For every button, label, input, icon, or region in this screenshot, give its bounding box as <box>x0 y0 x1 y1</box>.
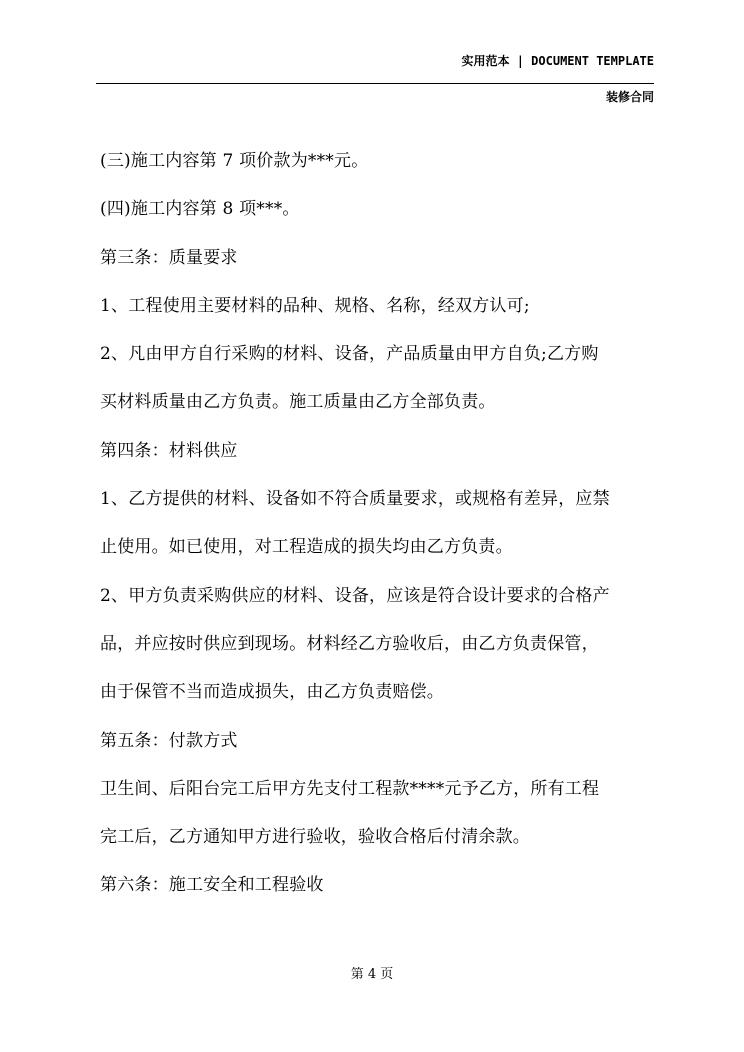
text-line: 卫生间、后阳台完工后甲方先支付工程款****元予乙方，所有工程 <box>100 778 600 799</box>
text-line: 品，并应按时供应到现场。材料经乙方验收后，由乙方负责保管， <box>100 633 599 654</box>
text-line: (三)施工内容第 7 项价款为***元。 <box>100 151 369 171</box>
header-title: 实用范本 | DOCUMENT TEMPLATE <box>461 54 654 68</box>
text-line: 2、凡由甲方自行采购的材料、设备，产品质量由甲方自负;乙方购 <box>100 344 599 365</box>
text-line: 2、甲方负责采购供应的材料、设备，应该是符合设计要求的合格产 <box>100 585 610 606</box>
page-number: 第 4 页 <box>350 967 394 982</box>
header-divider <box>96 83 654 84</box>
text-line: 完工后，乙方通知甲方进行验收，验收合格后付清余款。 <box>100 827 530 848</box>
text-line: 1、乙方提供的材料、设备如不符合质量要求，或规格有差异，应禁 <box>100 489 610 510</box>
document-body <box>100 137 656 910</box>
section-heading: 第四条：材料供应 <box>100 440 238 461</box>
text-line: 1、工程使用主要材料的品种、规格、名称，经双方认可; <box>100 295 530 316</box>
text-line: (四)施工内容第 8 项***。 <box>100 199 300 220</box>
section-heading: 第三条：质量要求 <box>100 247 238 268</box>
section-heading: 第六条：施工安全和工程验收 <box>100 875 324 896</box>
header-subtitle: 装修合同 <box>605 90 654 104</box>
page-header <box>96 52 654 110</box>
text-line: 由于保管不当而造成损失，由乙方负责赔偿。 <box>100 682 444 703</box>
text-line: 止使用。如已使用，对工程造成的损失均由乙方负责。 <box>100 537 513 558</box>
section-heading: 第五条：付款方式 <box>100 730 238 751</box>
text-line: 买材料质量由乙方负责。施工质量由乙方全部负责。 <box>100 392 496 413</box>
